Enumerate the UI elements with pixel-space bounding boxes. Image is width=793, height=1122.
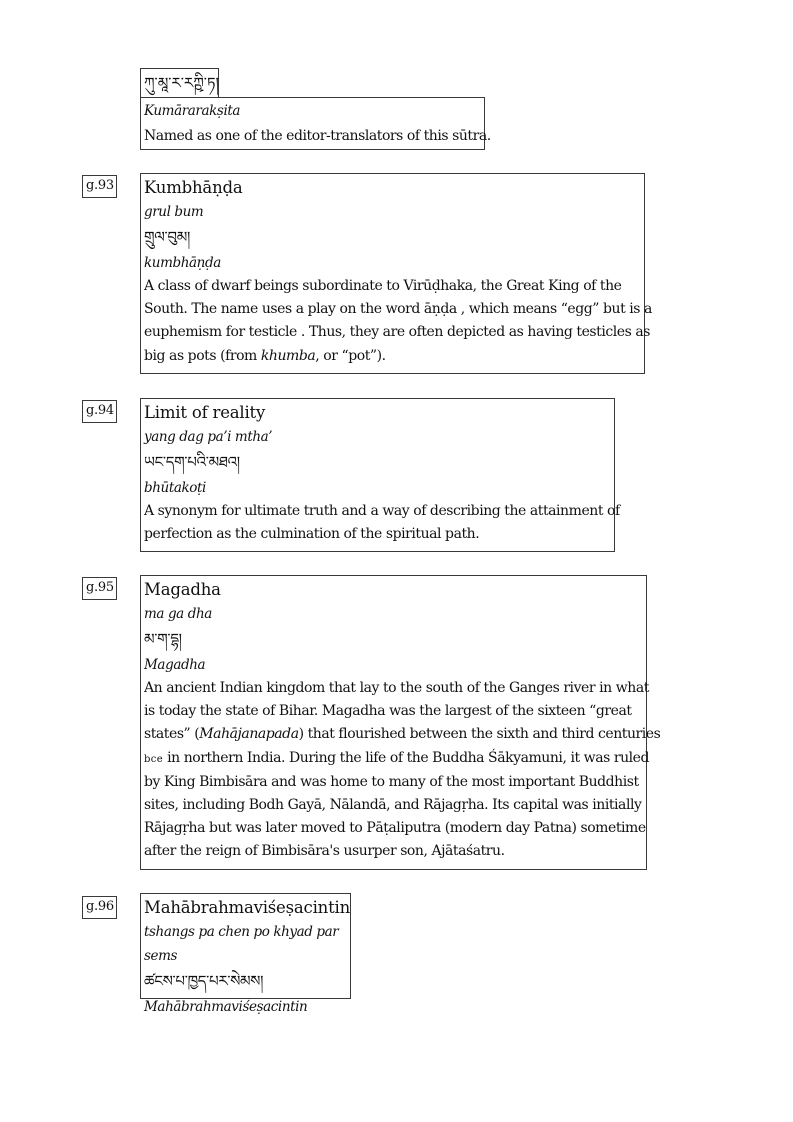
- glossary-entry: [140, 893, 351, 1015]
- sanskrit-name: Magadha: [144, 657, 206, 673]
- sanskrit-name: bhūtakoṭi: [144, 480, 206, 496]
- entry-label[interactable]: g.94: [82, 400, 117, 423]
- entry-label[interactable]: g.95: [82, 577, 117, 600]
- tibetan-name: ཚངས་པ་ཁྱད་པར་སེམས།: [144, 972, 264, 990]
- term-title: Magadha: [144, 580, 221, 599]
- wylie-transliteration: ma ga dha: [144, 606, 212, 622]
- term-title: Limit of reality: [144, 403, 266, 422]
- glossary-entry: [140, 173, 652, 374]
- term-title: Kumbhāṇḍa: [144, 178, 243, 197]
- entry-label[interactable]: g.93: [82, 175, 117, 198]
- tibetan-name: གྲུལ་བུམ།: [144, 228, 190, 246]
- glossary-entry: [140, 398, 620, 552]
- tibetan-name: ཡང་དག་པའི་མཐའ།: [144, 453, 240, 471]
- definition: An ancient Indian kingdom that lay to the south of the Ganges river in what is today the state of Bihar. Magadha was the largest of the sixteen “great states” (Mahājanapada) that flourished between the sixth and third centuries bce in northern India. During the life of the Buddha Śākyamuni, it was ruled by King Bimbisāra and was home to many of the most important Buddhist sites, including Bodh Gayā, Nālandā, and Rājagṛha. Its capital was initially Rājagṛha but was later moved to Pāṭaliputra (modern day Patna) sometime after the reign of Bimbisāra's usurper son, Ajātaśatru.: [144, 680, 661, 860]
- sanskrit-name: kumbhāṇḍa: [144, 255, 221, 271]
- sanskrit-name: Mahābrahmaviśeṣacintin: [144, 999, 308, 1015]
- entry-label[interactable]: g.96: [82, 896, 117, 919]
- term-title: Mahābrahmaviśeṣacintin: [144, 898, 351, 917]
- tibetan-name: ཀུ་མཱ་ར་རཀྵི་ཏ།: [144, 74, 219, 92]
- definition: Named as one of the editor-translators of this sūtra.: [144, 128, 491, 144]
- definition: A class of dwarf beings subordinate to Virūḍhaka, the Great King of the South. The name uses a play on the word āṇḍa , which means “egg” but is a euphemism for testicle . Thus, they are often depicted as having testicles as big as pots (from khumba, or “pot”).: [144, 278, 652, 364]
- tibetan-name: མ་ག་དྷ།: [144, 630, 182, 648]
- wylie-transliteration: yang dag pa’i mtha’: [144, 429, 273, 445]
- wylie-transliteration: tshangs pa chen po khyad par sems: [144, 924, 339, 964]
- era-abbreviation: bce: [144, 753, 164, 765]
- definition: A synonym for ultimate truth and a way of describing the attainment of perfection as the culmination of the spiritual path.: [144, 503, 620, 543]
- wylie-transliteration: grul bum: [144, 204, 204, 220]
- sanskrit-name: Kumārarakṣita: [144, 103, 241, 119]
- glossary-entry: [140, 575, 661, 870]
